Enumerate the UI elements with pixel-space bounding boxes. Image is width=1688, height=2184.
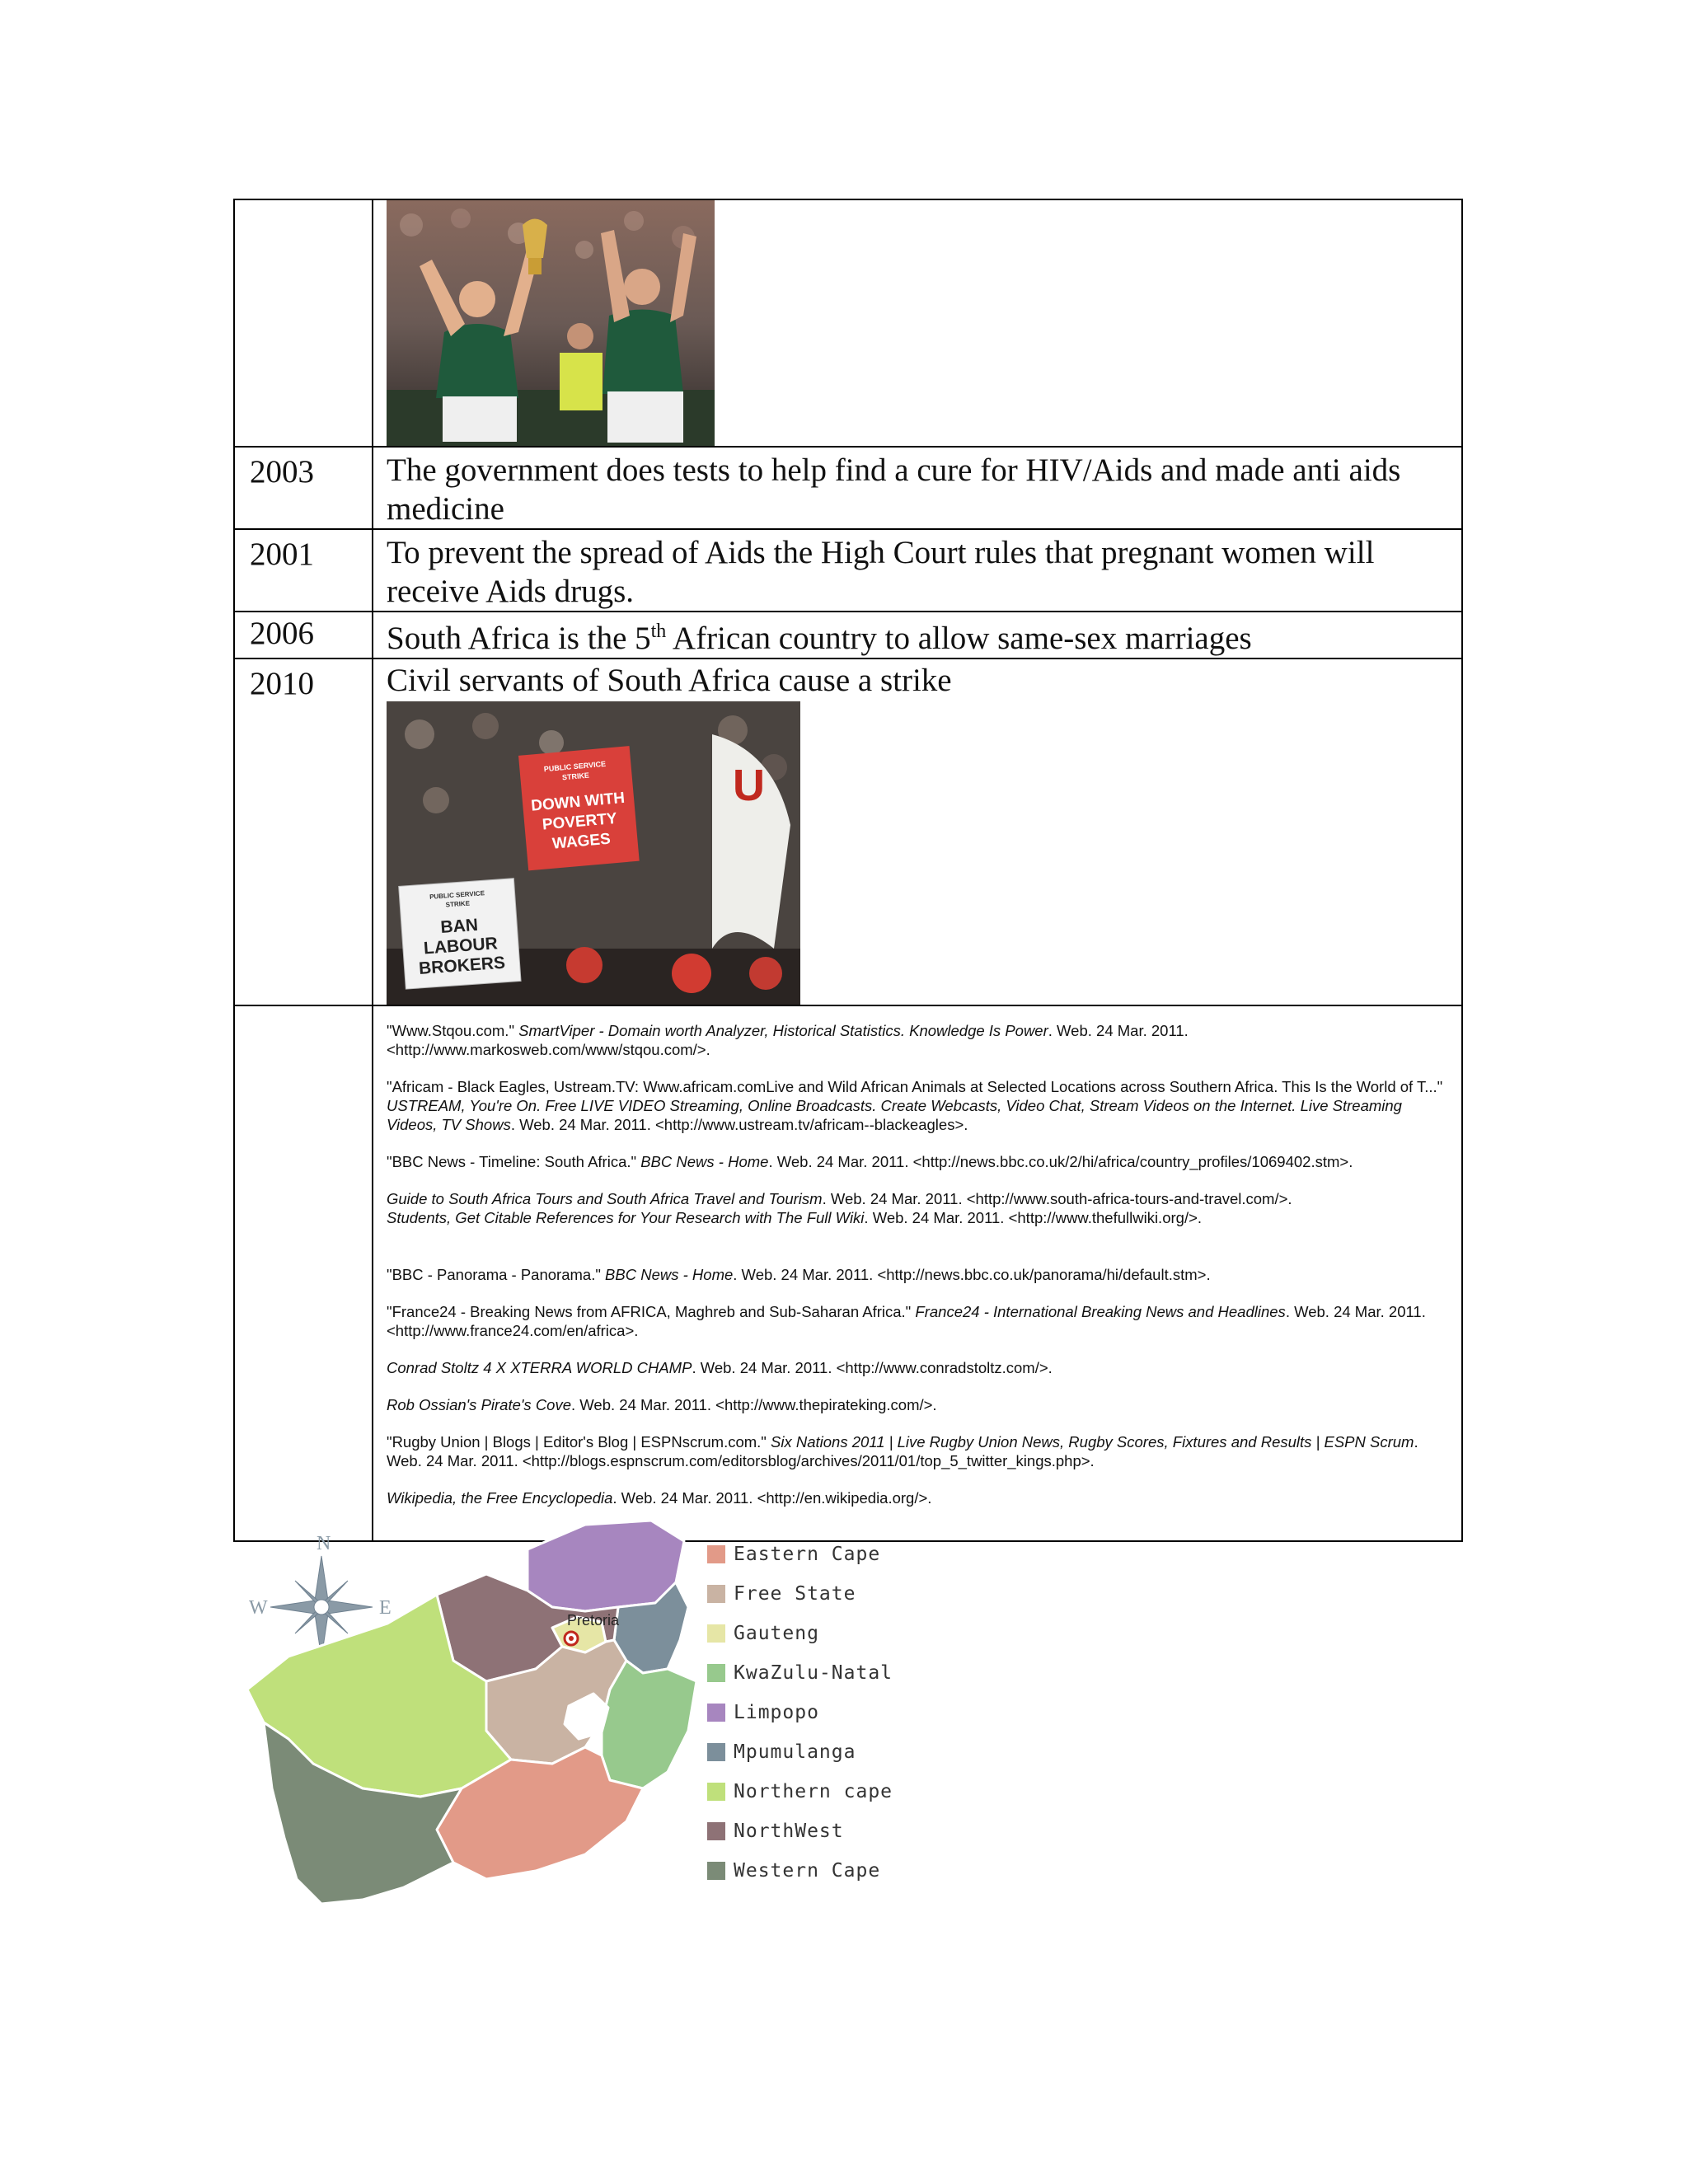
map-legend xyxy=(707,1535,893,1891)
sign-text: DOWN WITH xyxy=(530,789,626,815)
reference-entry xyxy=(387,1077,1448,1134)
reference-entry xyxy=(387,1189,1448,1208)
legend-label: Limpopo xyxy=(734,1702,819,1723)
legend-item xyxy=(707,1574,893,1614)
legend-item xyxy=(707,1811,893,1851)
legend-swatch xyxy=(707,1822,725,1840)
year-cell: 2006 xyxy=(234,612,373,658)
legend-swatch xyxy=(707,1704,725,1722)
reference-entry xyxy=(387,1302,1448,1340)
legend-item xyxy=(707,1653,893,1693)
reference-title: Conrad Stoltz 4 X XTERRA WORLD CHAMP xyxy=(387,1359,692,1376)
reference-text: . Web. 24 Mar. 2011. <http://www.markosweb.com/www/stqou.com/>. xyxy=(387,1022,1189,1058)
flag-letter: U xyxy=(733,761,765,810)
sign-text: POVERTY xyxy=(542,809,618,834)
reference-entry xyxy=(387,1265,1448,1284)
reference-entry xyxy=(387,1021,1448,1059)
reference-entry xyxy=(387,1395,1448,1414)
sign-text: BROKERS xyxy=(418,953,506,978)
legend-swatch xyxy=(707,1743,725,1761)
references-cell xyxy=(373,1005,1462,1541)
legend-label: Northern cape xyxy=(734,1781,893,1802)
legend-swatch xyxy=(707,1545,725,1563)
year-cell: 2003 xyxy=(234,447,373,529)
year-cell: 2001 xyxy=(234,529,373,612)
table-row xyxy=(234,1005,1462,1541)
reference-title: Wikipedia, the Free Encyclopedia xyxy=(387,1489,613,1507)
compass-north-label: N xyxy=(316,1533,331,1554)
reference-entry xyxy=(387,1208,1448,1227)
table-row xyxy=(234,447,1462,529)
reference-title: BBC News - Home xyxy=(640,1153,769,1170)
timeline-table xyxy=(233,199,1463,1542)
reference-text: . Web. 24 Mar. 2011. <http://www.south-africa-tours-and-travel.com/>. xyxy=(822,1190,1292,1207)
legend-swatch xyxy=(707,1664,725,1682)
sign-text: LABOUR xyxy=(423,934,499,958)
rugby-trophy-photo xyxy=(387,200,715,446)
reference-text: . Web. 24 Mar. 2011. <http://www.ustream.tv/africam--blackeagles>. xyxy=(510,1116,968,1133)
reference-text: . Web. 24 Mar. 2011. <http://news.bbc.co.uk/panorama/hi/default.stm>. xyxy=(733,1266,1211,1283)
event-text-before: South Africa is the 5 xyxy=(387,621,651,656)
legend-label: KwaZulu-Natal xyxy=(734,1662,893,1684)
legend-swatch xyxy=(707,1862,725,1880)
year-cell: 2010 xyxy=(234,658,373,1005)
reference-entry xyxy=(387,1358,1448,1377)
compass-west-label: W xyxy=(249,1597,268,1619)
legend-label: NorthWest xyxy=(734,1821,844,1842)
sign-small-text: PUBLIC SERVICE xyxy=(543,759,607,774)
sign-text: BAN xyxy=(439,915,479,937)
sign-small-text: STRIKE xyxy=(445,899,471,909)
year-cell-empty xyxy=(234,199,373,447)
references-list xyxy=(387,1021,1448,1507)
reference-text: . Web. 24 Mar. 2011. <http://www.france24.com/en/africa>. xyxy=(387,1303,1426,1339)
reference-entry xyxy=(387,1432,1448,1470)
reference-text: "BBC - Panorama - Panorama." xyxy=(387,1266,606,1283)
sign-small-text: PUBLIC SERVICE xyxy=(429,889,485,901)
reference-text: . Web. 24 Mar. 2011. <http://en.wikipedia.org/>. xyxy=(612,1489,932,1507)
reference-title: SmartViper - Domain worth Analyzer, Historical Statistics. Knowledge Is Power xyxy=(518,1022,1048,1039)
table-row xyxy=(234,658,1462,1005)
event-cell: To prevent the spread of Aids the High Court rules that pregnant women will receive Aids drugs. xyxy=(373,529,1462,612)
legend-label: Gauteng xyxy=(734,1623,819,1644)
reference-text: . Web. 24 Mar. 2011. <http://blogs.espnscrum.com/editorsblog/archives/2011/01/top_5_twitter_kings.php>. xyxy=(387,1433,1418,1469)
legend-swatch xyxy=(707,1585,725,1603)
reference-title: Six Nations 2011 | Live Rugby Union News, Rugby Scores, Fixtures and Results | ESPN Scrum xyxy=(771,1433,1414,1451)
compass-east-label: E xyxy=(379,1597,392,1619)
event-cell: The government does tests to help find a cure for HIV/Aids and made anti aids medicine xyxy=(373,447,1462,529)
reference-text: . Web. 24 Mar. 2011. <http://www.conradstoltz.com/>. xyxy=(692,1359,1053,1376)
reference-text: "Www.Stqou.com." xyxy=(387,1022,519,1039)
capital-label: Pretoria xyxy=(567,1612,620,1629)
legend-label: Free State xyxy=(734,1583,856,1605)
table-row xyxy=(234,529,1462,612)
sign-small-text: STRIKE xyxy=(561,771,590,782)
legend-item xyxy=(707,1772,893,1811)
reference-title: BBC News - Home xyxy=(605,1266,734,1283)
reference-entry xyxy=(387,1152,1448,1171)
reference-title: Students, Get Citable References for Your Research with The Full Wiki xyxy=(387,1209,865,1226)
year-cell-empty xyxy=(234,1005,373,1541)
reference-text: . Web. 24 Mar. 2011. <http://www.thepirateking.com/>. xyxy=(571,1396,937,1413)
event-cell xyxy=(373,612,1462,658)
province-kwazulu-natal xyxy=(602,1661,696,1788)
legend-swatch xyxy=(707,1624,725,1643)
table-row xyxy=(234,612,1462,658)
table-row xyxy=(234,199,1462,447)
strike-photo xyxy=(387,701,800,1005)
reference-text: . Web. 24 Mar. 2011. <http://www.thefullwiki.org/>. xyxy=(864,1209,1203,1226)
event-cell xyxy=(373,658,1462,1005)
reference-text: "France24 - Breaking News from AFRICA, Maghreb and Sub-Saharan Africa." xyxy=(387,1303,916,1320)
reference-title: USTREAM, You're On. Free LIVE VIDEO Streaming, Online Broadcasts. Create Webcasts, Video Chat, Stream Videos on the Internet. Live Streaming Videos, TV Shows xyxy=(387,1097,1402,1133)
legend-item xyxy=(707,1851,893,1891)
legend-swatch xyxy=(707,1783,725,1801)
legend-label: Western Cape xyxy=(734,1860,881,1882)
reference-text: "Rugby Union | Blogs | Editor's Blog | ESPNscrum.com." xyxy=(387,1433,771,1451)
legend-item xyxy=(707,1614,893,1653)
sign-text: WAGES xyxy=(551,830,612,853)
reference-title: France24 - International Breaking News and Headlines xyxy=(915,1303,1286,1320)
reference-text: "BBC News - Timeline: South Africa." xyxy=(387,1153,641,1170)
reference-title: Rob Ossian's Pirate's Cove xyxy=(387,1396,572,1413)
legend-item xyxy=(707,1732,893,1772)
event-text-after: African country to allow same-sex marriages xyxy=(666,621,1252,656)
photo-cell xyxy=(373,199,1462,447)
event-text: Civil servants of South Africa cause a strike xyxy=(387,663,952,698)
reference-entry xyxy=(387,1488,1448,1507)
reference-title: Guide to South Africa Tours and South Africa Travel and Tourism xyxy=(387,1190,823,1207)
legend-item xyxy=(707,1693,893,1732)
legend-label: Eastern Cape xyxy=(734,1544,881,1565)
ordinal-superscript: th xyxy=(650,621,667,642)
legend-item xyxy=(707,1535,893,1574)
legend-label: Mpumulanga xyxy=(734,1741,856,1763)
reference-text: "Africam - Black Eagles, Ustream.TV: Www.africam.comLive and Wild African Animals at Selected Locations across Southern Africa. This Is the World of T..." xyxy=(387,1078,1443,1095)
reference-text: . Web. 24 Mar. 2011. <http://news.bbc.co.uk/2/hi/africa/country_profiles/1069402.stm>. xyxy=(768,1153,1353,1170)
